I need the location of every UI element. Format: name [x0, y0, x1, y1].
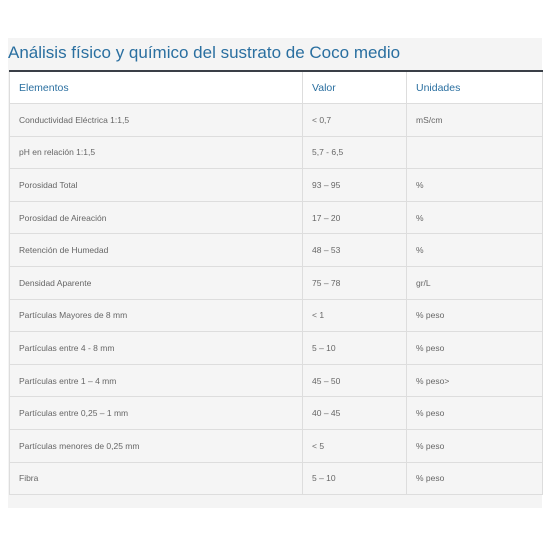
table-row: [10, 364, 543, 397]
cell-valor: < 1: [303, 299, 407, 332]
cell-elemento: Conductividad Eléctrica 1:1,5: [10, 104, 303, 137]
cell-valor: 93 – 95: [303, 169, 407, 202]
table-row: [10, 299, 543, 332]
table-row: [10, 332, 543, 365]
cell-elemento: Retención de Humedad: [10, 234, 303, 267]
cell-valor: < 0,7: [303, 104, 407, 137]
cell-unidad: %: [407, 234, 543, 267]
cell-elemento: Densidad Aparente: [10, 266, 303, 299]
cell-unidad: % peso: [407, 429, 543, 462]
cell-valor: 48 – 53: [303, 234, 407, 267]
cell-elemento: Partículas entre 4 - 8 mm: [10, 332, 303, 365]
cell-unidad: % peso: [407, 299, 543, 332]
table-row: [10, 429, 543, 462]
cell-elemento: Partículas entre 0,25 – 1 mm: [10, 397, 303, 430]
cell-unidad: %: [407, 201, 543, 234]
cell-valor: 75 – 78: [303, 266, 407, 299]
column-header-valor: Valor: [303, 71, 407, 104]
table-row: [10, 266, 543, 299]
cell-elemento: pH en relación 1:1,5: [10, 136, 303, 169]
cell-unidad: mS/cm: [407, 104, 543, 137]
cell-elemento: Porosidad de Aireación: [10, 201, 303, 234]
cell-unidad: % peso: [407, 332, 543, 365]
cell-valor: 5 – 10: [303, 332, 407, 365]
cell-elemento: Partículas Mayores de 8 mm: [10, 299, 303, 332]
cell-elemento: Partículas menores de 0,25 mm: [10, 429, 303, 462]
cell-elemento: Fibra: [10, 462, 303, 495]
table-row: [10, 462, 543, 495]
cell-valor: 17 – 20: [303, 201, 407, 234]
cell-unidad: %: [407, 169, 543, 202]
table-row: [10, 201, 543, 234]
table-row: [10, 234, 543, 267]
cell-elemento: Partículas entre 1 – 4 mm: [10, 364, 303, 397]
cell-valor: < 5: [303, 429, 407, 462]
table-row: [10, 397, 543, 430]
column-header-unidades: Unidades: [407, 71, 543, 104]
cell-unidad: % peso>: [407, 364, 543, 397]
cell-valor: 40 – 45: [303, 397, 407, 430]
table-row: [10, 169, 543, 202]
cell-valor: 5,7 - 6,5: [303, 136, 407, 169]
cell-unidad: % peso: [407, 397, 543, 430]
column-header-elementos: Elementos: [10, 71, 303, 104]
cell-elemento: Porosidad Total: [10, 169, 303, 202]
analysis-table: [9, 70, 543, 495]
cell-valor: 5 – 10: [303, 462, 407, 495]
page-title: Análisis físico y químico del sustrato de Coco medio: [8, 43, 401, 62]
table-header-row: [10, 71, 543, 104]
table-row: [10, 104, 543, 137]
cell-unidad: [407, 136, 543, 169]
cell-unidad: gr/L: [407, 266, 543, 299]
table-row: [10, 136, 543, 169]
cell-valor: 45 – 50: [303, 364, 407, 397]
cell-unidad: % peso: [407, 462, 543, 495]
